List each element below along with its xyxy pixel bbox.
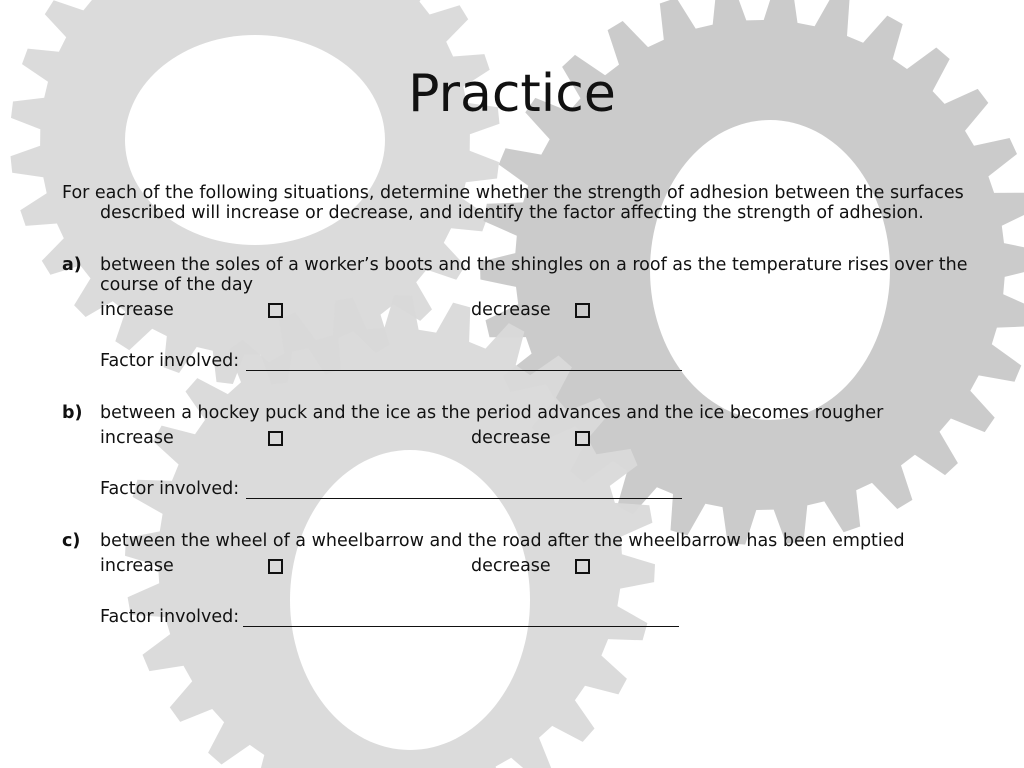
item-c-factor-answer-line[interactable] (243, 626, 679, 627)
item-a-decrease-checkbox[interactable] (575, 303, 590, 318)
item-b-text-line-1: between a hockey puck and the ice as the period advances and the ice becomes rougher (100, 403, 884, 423)
item-c-decrease-label: decrease (471, 556, 551, 576)
slide-title: Practice (408, 64, 616, 124)
item-c-letter: c) (62, 531, 81, 551)
item-c-text-line-1: between the wheel of a wheelbarrow and the road after the wheelbarrow has been emptied (100, 531, 905, 551)
item-a-text-line-2: course of the day (100, 275, 253, 295)
item-a-letter: a) (62, 255, 82, 275)
item-a-decrease-label: decrease (471, 300, 551, 320)
item-a-increase-checkbox[interactable] (268, 303, 283, 318)
item-b-increase-checkbox[interactable] (268, 431, 283, 446)
item-b-question (100, 403, 1000, 423)
item-b-letter: b) (62, 403, 83, 423)
item-c-decrease-checkbox[interactable] (575, 559, 590, 574)
item-c-increase-checkbox[interactable] (268, 559, 283, 574)
item-c-factor-label: Factor involved: (100, 607, 240, 627)
instructions-line-2: described will increase or decrease, and identify the factor affecting the strength of adhesion. (100, 203, 924, 223)
item-a-text-line-1: between the soles of a worker’s boots and the shingles on a roof as the temperature rises over the (100, 255, 968, 275)
gear-hole (290, 450, 530, 750)
item-b-factor-label: Factor involved: (100, 479, 240, 499)
item-b-increase-label: increase (100, 428, 174, 448)
item-a-question (100, 255, 1000, 295)
instructions-line-1: For each of the following situations, determine whether the strength of adhesion between the surfaces (62, 183, 964, 203)
item-c-increase-label: increase (100, 556, 174, 576)
item-c-question (100, 531, 1000, 551)
item-b-decrease-checkbox[interactable] (575, 431, 590, 446)
item-a-factor-answer-line[interactable] (246, 370, 682, 371)
item-b-factor-answer-line[interactable] (246, 498, 682, 499)
item-a-increase-label: increase (100, 300, 174, 320)
item-a-factor-label: Factor involved: (100, 351, 240, 371)
item-b-decrease-label: decrease (471, 428, 551, 448)
instructions (62, 183, 992, 223)
